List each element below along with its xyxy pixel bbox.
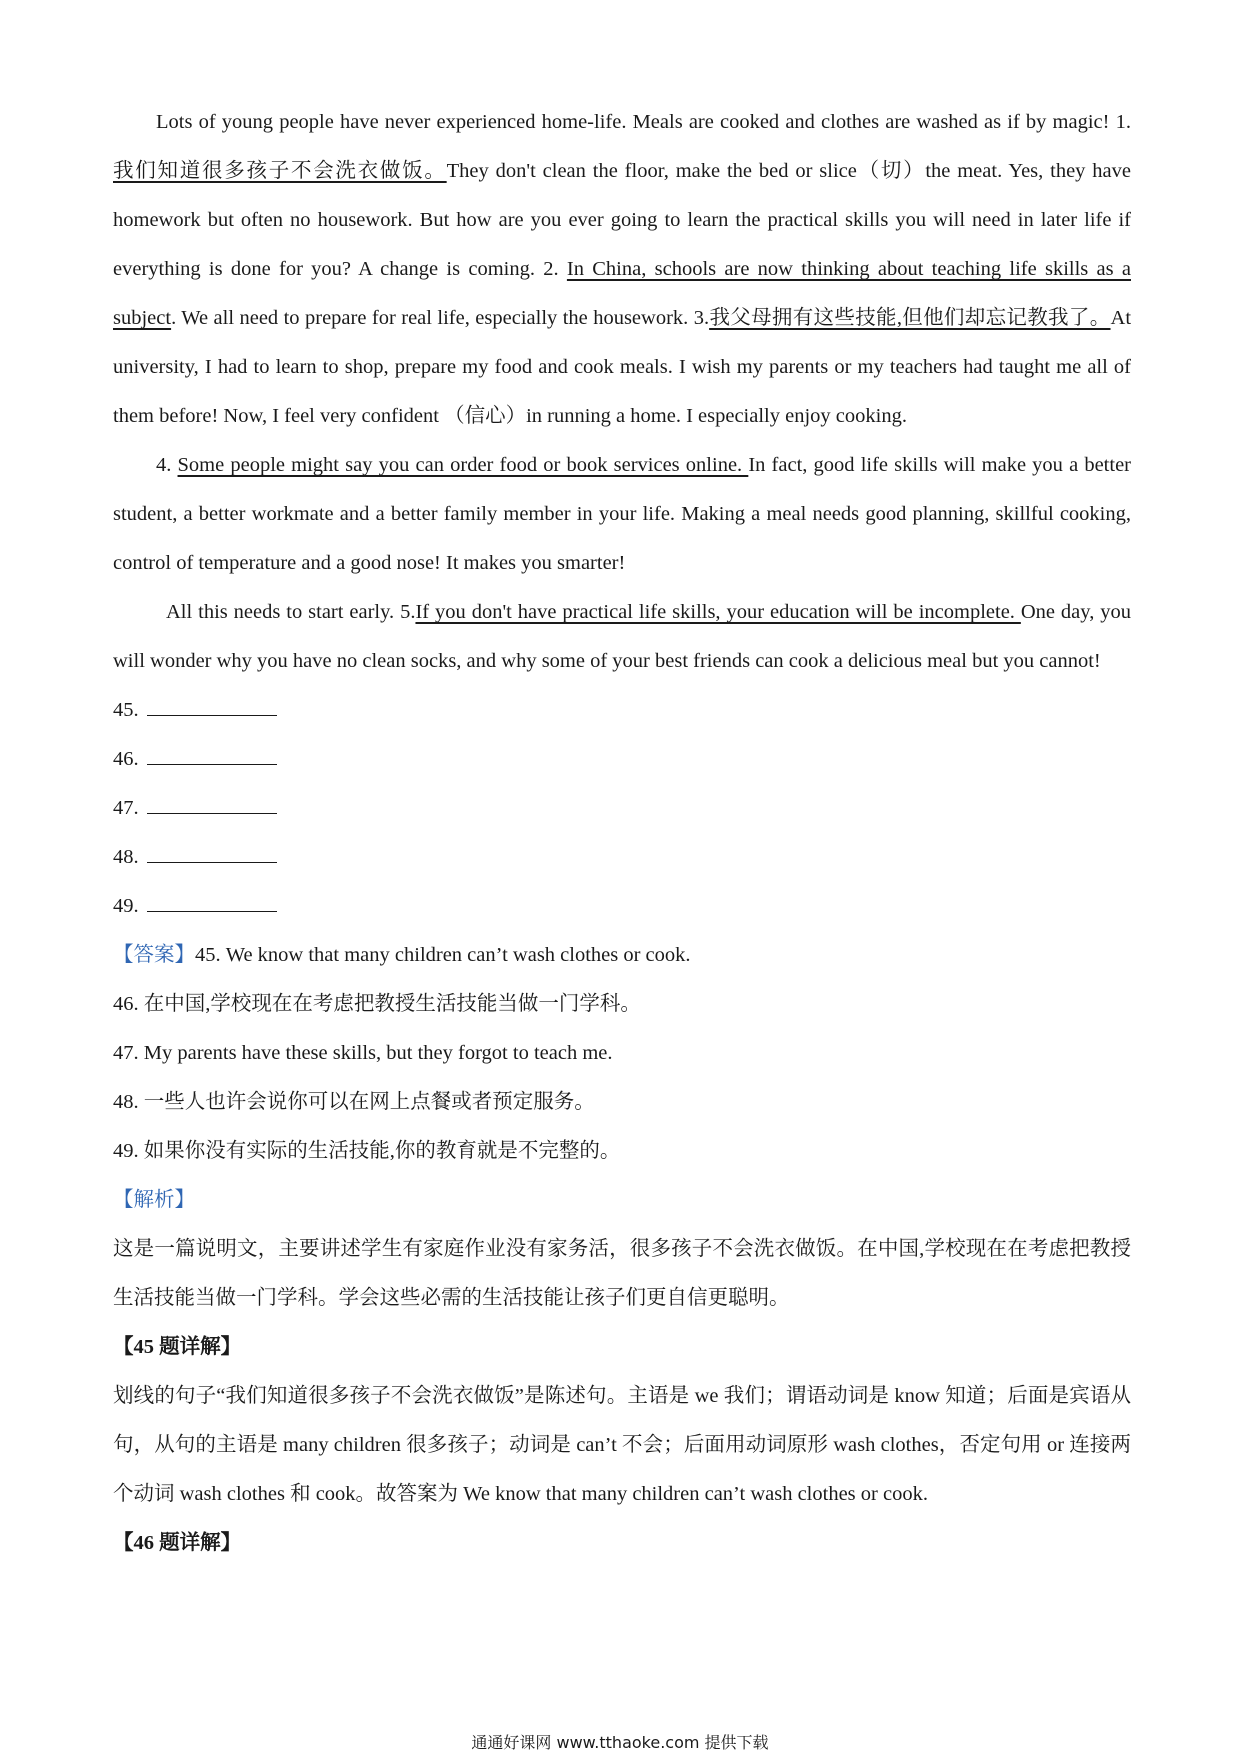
blank-row	[113, 833, 1131, 882]
blank-line	[147, 746, 277, 765]
answer-48: 48. 一些人也许会说你可以在网上点餐或者预定服务。	[113, 1091, 595, 1113]
blank-line	[147, 893, 277, 912]
passage-text: 4.	[156, 454, 178, 476]
passage-paragraph-1	[113, 98, 1131, 441]
passage-text: They don't clean the floor, make the bed or slice（切）the meat. Yes, they have homework but often no housework. But how are you ever going to learn the practical skills you will need in later life if everything is done for you? A change is coming. 2.	[113, 160, 1131, 280]
detail-45-text: 划线的句子“我们知道很多孩子不会洗衣做饭”是陈述句。主语是 we 我们；谓语动词是 know 知道；后面是宾语从句，从句的主语是 many children 很多孩子；动词是 can’t 不会；后面用动词原形 wash clothes，否定句用 or 连接两个动词 wash clothes 和 cook。故答案为 We know that many children can’t wash clothes or cook.	[113, 1385, 1131, 1505]
answer-tag: 【答案】	[113, 944, 195, 966]
blank-number: 46.	[113, 748, 139, 770]
blank-number: 47.	[113, 797, 139, 819]
blank-row	[113, 882, 1131, 931]
answer-text: 45. We know that many children can’t wash clothes or cook.	[195, 944, 691, 966]
blank-line	[147, 795, 277, 814]
answer-49: 49. 如果你没有实际的生活技能,你的教育就是不完整的。	[113, 1140, 621, 1162]
blank-number: 45.	[113, 699, 139, 721]
passage-text: All this needs to start early. 5.	[166, 601, 416, 623]
analysis-text: 这是一篇说明文，主要讲述学生有家庭作业没有家务活，很多孩子不会洗衣做饭。在中国,学校现在在考虑把教授生活技能当做一门学科。学会这些必需的生活技能让孩子们更自信更聪明。	[113, 1238, 1131, 1309]
blank-row	[113, 784, 1131, 833]
answer-47: 47. My parents have these skills, but they forgot to teach me.	[113, 1042, 613, 1064]
underlined-sentence-3: 我父母拥有这些技能,但他们却忘记教我了。	[709, 307, 1111, 329]
underlined-sentence-5: If you don't have practical life skills, your education will be incomplete.	[415, 601, 1021, 623]
blank-row	[113, 686, 1131, 735]
detail-45-heading: 【45 题详解】	[113, 1336, 242, 1358]
detail-46-heading: 【46 题详解】	[113, 1532, 242, 1554]
answer-46: 46. 在中国,学校现在在考虑把教授生活技能当做一门学科。	[113, 993, 641, 1015]
answer-blanks	[113, 686, 1131, 931]
blank-number: 48.	[113, 846, 139, 868]
underlined-sentence-1: 我们知道很多孩子不会洗衣做饭。	[113, 160, 447, 182]
answer-45	[113, 931, 1131, 980]
document-page	[113, 98, 1131, 1568]
passage-text: In fact, good life skills will make you a better student, a better workmate and a better family member in your life. Making a meal needs good planning, skillful cooking, control of temperature and a good nose! It makes you smarter!	[113, 454, 1131, 574]
underlined-sentence-4: Some people might say you can order food or book services online.	[177, 454, 749, 476]
passage-paragraph-2	[113, 441, 1131, 588]
passage-text: One day, you will wonder why you have no clean socks, and why some of your best friends can cook a delicious meal but you cannot!	[113, 601, 1131, 672]
analysis-heading: 【解析】	[113, 1189, 195, 1211]
blank-row	[113, 735, 1131, 784]
passage-text: Lots of young people have never experienced home-life. Meals are cooked and clothes are washed as if by magic! 1.	[156, 111, 1131, 133]
passage-text: At university, I had to learn to shop, prepare my food and cook meals. I wish my parents or my teachers had taught me all of them before! Now, I feel very confident （信心）in running a home. I especially enjoy cooking.	[113, 307, 1132, 427]
blank-number: 49.	[113, 895, 139, 917]
passage-paragraph-3	[113, 588, 1131, 686]
passage-text: . We all need to prepare for real life, especially the housework. 3.	[171, 307, 710, 329]
blank-line	[147, 844, 277, 863]
blank-line	[147, 697, 277, 716]
underlined-sentence-2: In China, schools are now thinking about teaching life skills as a subject	[113, 258, 1131, 329]
page-footer: 通通好课网 www.tthaoke.com 提供下载	[471, 1733, 769, 1752]
